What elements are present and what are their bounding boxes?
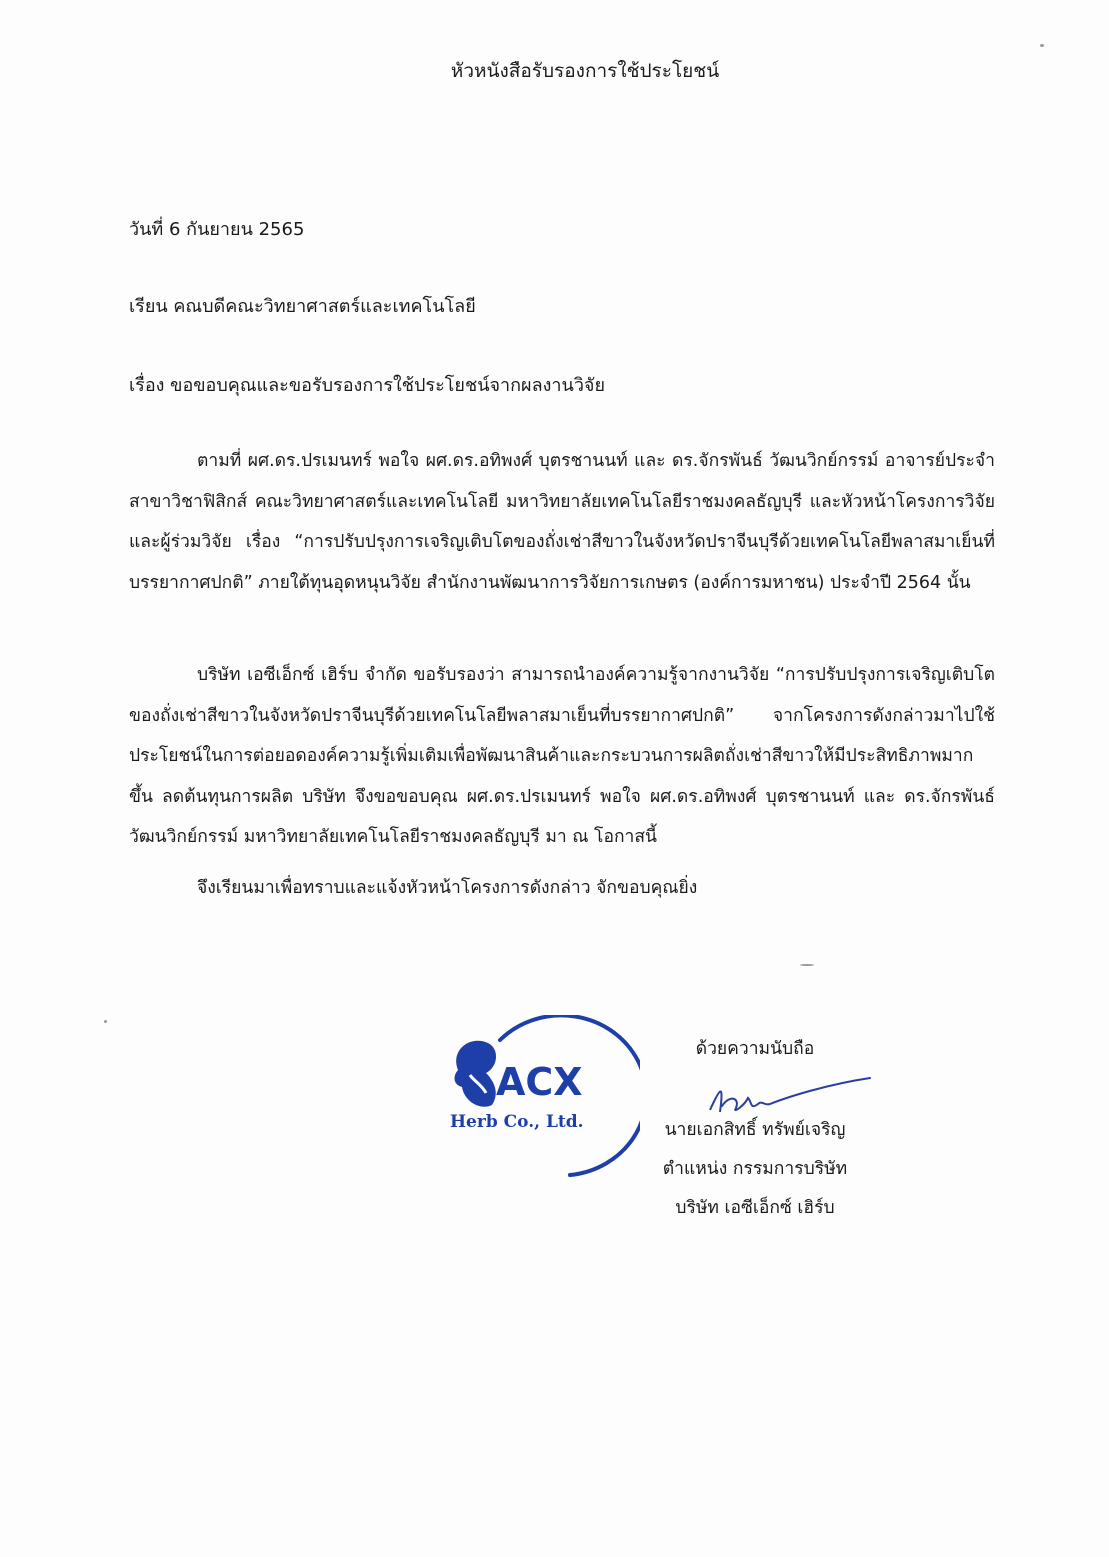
signer-company: บริษัท เอซีเอ็กซ์ เฮิร์บ [675, 1198, 835, 1218]
letter-date: วันที่ 6 กันยายน 2565 [129, 219, 305, 240]
scan-speck [104, 1020, 107, 1023]
letter-recipient: เรียน คณบดีคณะวิทยาศาสตร์และเทคโนโลยี [129, 296, 476, 317]
body-paragraph-2: บริษัท เอซีเอ็กซ์ เฮิร์บ จำกัด ขอรับรองว่า สามารถนำองค์ความรู้จากงานวิจัย “การปรับปรุงการเจริญเติบโตของถั่งเช่าสีขาวในจังหวัดปราจีนบุรีด้วยเทคโนโลยีพลาสมาเย็นที่บรรยากาศปกติ” จากโครงการดังกล่าวมาไปใช้ประโยชน์ในการต่อยอดองค์ความรู้เพิ่มเติมเพื่อพัฒนาสินค้าและกระบวนการผลิตถั่งเช่าสีขาวให้มีประสิทธิภาพมากขึ้น ลดต้นทุนการผลิต บริษัท จึงขอขอบคุณ ผศ.ดร.ปรเมนทร์ พอใจ ผศ.ดร.อทิพงศ์ บุตรชานนท์ และ ดร.จักรพันธ์ วัฒนวิกย์กรรม์ มหาวิทยาลัยเทคโนโลยีราชมงคลธัญบุรี มา ณ โอกาสนี้ [129, 665, 995, 847]
closing-statement: จึงเรียนมาเพื่อทราบและแจ้งหัวหน้าโครงการดังกล่าว จักขอบคุณยิ่ง [197, 878, 698, 898]
scan-speck [800, 964, 814, 966]
regards-text: ด้วยความนับถือ [695, 1039, 815, 1059]
company-seal-stamp [440, 1015, 640, 1180]
scan-speck [1040, 44, 1044, 47]
signer-position: ตำแหน่ง กรรมการบริษัท [662, 1159, 848, 1179]
letter-subject: เรื่อง ขอขอบคุณและขอรับรองการใช้ประโยชน์จากผลงานวิจัย [129, 375, 606, 396]
acx-herb-logo [440, 1015, 640, 1180]
svg-text:ACX: ACX [496, 1060, 583, 1104]
letter-heading: หัวหนังสือรับรองการใช้ประโยชน์ [450, 60, 720, 82]
body-paragraph-1: ตามที่ ผศ.ดร.ปรเมนทร์ พอใจ ผศ.ดร.อทิพงศ์ บุตรชานนท์ และ ดร.จักรพันธ์ วัฒนวิกย์กรรม์ อาจารย์ประจำสาขาวิชาฟิสิกส์ คณะวิทยาศาสตร์และเทคโนโลยี มหาวิทยาลัยเทคโนโลยีราชมงคลธัญบุรี และหัวหน้าโครงการวิจัย และผู้ร่วมวิจัย เรื่อง “การปรับปรุงการเจริญเติบโตของถั่งเช่าสีขาวในจังหวัดปราจีนบุรีด้วยเทคโนโลยีพลาสมาเย็นที่บรรยากาศปกติ” ภายใต้ทุนอุดหนุนวิจัย สำนักงานพัฒนาการวิจัยการเกษตร (องค์การมหาชน) ประจำปี 2564 นั้น [129, 451, 995, 593]
signer-name: นายเอกสิทธิ์ ทรัพย์เจริญ [664, 1120, 846, 1140]
svg-text:Herb Co., Ltd.: Herb Co., Ltd. [450, 1112, 584, 1132]
